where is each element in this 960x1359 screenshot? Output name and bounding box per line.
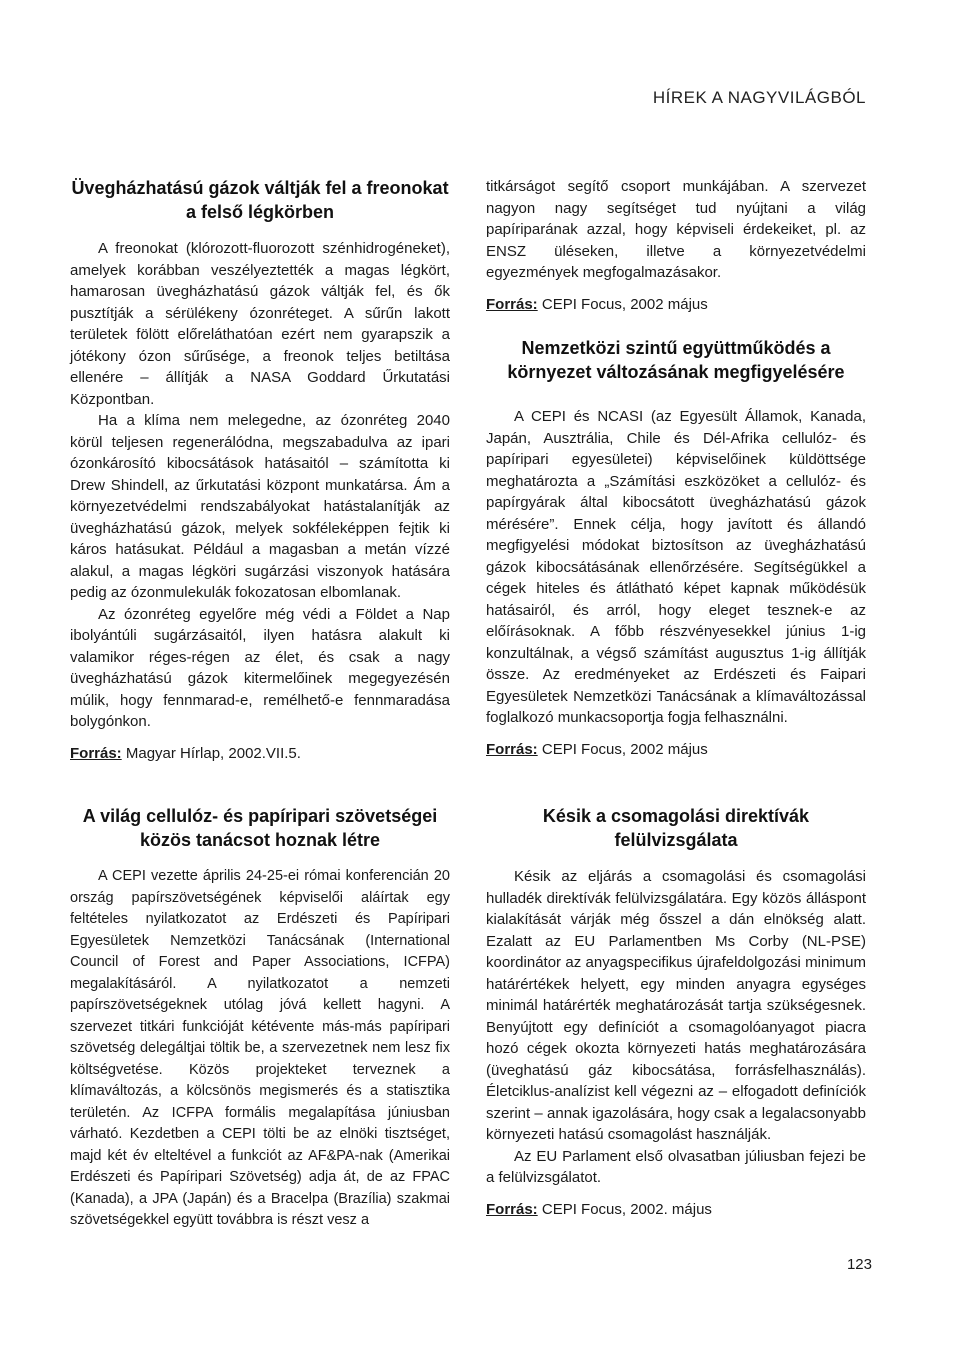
page-number: 123 bbox=[846, 1256, 872, 1273]
source-text: CEPI Focus, 2002. május bbox=[537, 1200, 712, 1218]
source-label: Forrás: bbox=[486, 1200, 538, 1218]
article-paragraph: titkárságot segítő csoport munkájában. A szervezet nagyon nagy segítséget tud nyújtani a világ papíriparának azzal, hogy képviseli érdekeiket, pl. az ENSZ üléseken, illetve a környezetvédelmi egyezmények megfogalmazásakor. bbox=[486, 178, 866, 281]
article-paragraph: A CEPI és NCASI (az Egyesült Államok, Kanada, Japán, Ausztrália, Chile és Dél-Afrika cellulóz- és papíripari egyesületei) képviselőinek küldöttsége meghatározta a „Számítási eszközöket a cellulóz- és papírgyárak által kibocsátott üvegházhatású gázok mérésére”. Ennek célja, hogy javított és állandó megfigyelési módokat biztosítson az üvegházhatású gázok kibocsátásának ellenőrzésére. Segítségükkel a cégek hiteles és átlátható képet kapnak működésük hatásairól, és arról, hogy eleget tesznek-e az előírásoknak. A főbb részvényesekkel június 1-ig konzultálnak, a végső számítást augusztus 1-ig állítják össze. Az eredményeket az Erdészeti és Faipari Egyesületek Nemzetközi Tanácsának a klímaváltozással foglalkozó munkacsoportja fogja felhasználni. bbox=[486, 408, 866, 726]
source-label: Forrás: bbox=[486, 295, 538, 313]
article-international-cooperation bbox=[486, 336, 866, 760]
section-header: HÍREK A NAGYVILÁGBÓL bbox=[652, 88, 866, 107]
article-icfpa-continuation bbox=[486, 176, 866, 315]
source-text: CEPI Focus, 2002 május bbox=[537, 295, 708, 313]
article-title: Üvegházhatású gázok váltják fel a freonokat a felső légkörben bbox=[71, 178, 449, 222]
article-source bbox=[70, 743, 450, 765]
article-paragraph: Ha a klíma nem melegedne, az ózonréteg 2040 körül teljesen regenerálódna, megszabadulva az ipari ózonkárosító kibocsátások hatásaitól – számította ki Drew Shindell, az űrkutatási központ munkatársa. Ám a környezetvédelmi rendszabályokat hatástalanítják az üvegházhatású gázok, melyek sokféleképpen fejtik ki káros hatásukat. Például a magasban a metán vízzé alakul, a magas légköri sugárzási viszonyok hatására pedig az ózonmulekulák fokozatosan elbomlanak. bbox=[70, 412, 450, 601]
article-title: A világ cellulóz- és papíripari szövetségei közös tanácsot hoznak létre bbox=[82, 806, 438, 850]
article-source bbox=[486, 1199, 866, 1221]
article-icfpa-council bbox=[70, 804, 450, 1232]
source-label: Forrás: bbox=[70, 744, 122, 762]
article-paragraph: Az ózonréteg egyelőre még védi a Földet a Nap ibolyántúli sugárzásaitól, ilyen hatásra alakult ki valamikor réges-régen az élet, és csak a nagy üvegházhatású gázok kitermelőinek megegyezésén múlik, hogy fennmarad-e, remélhető-e fennmaradása bolygónkon. bbox=[70, 605, 450, 730]
article-title: Késik a csomagolási direktívák felülvizsgálata bbox=[542, 806, 810, 850]
source-label: Forrás: bbox=[486, 740, 538, 758]
article-paragraph: A CEPI vezette április 24-25-ei római konferencián 20 ország papírszövetségének képviselői aláírtak egy feltételes nyilatkozatot az Erdészeti és Papíripari Egyesületek Nemzetközi Tanácsának (International Council of Forest and Paper Associations, ICFPA) megalakításáról. A nyilatkozatot a nemzeti papírszövetségeknek utólag jóvá kellett hagyni. A szervezet titkári funkcióját kétévente más-más papíripari szövetség delegáltjai töltik be, a szervezetnek nem lesz fix költségvetése. Közös projekteket terveznek a klímaváltozás, a kölcsönös megismerés és a statisztika területén. Az ICFPA formális megalapítása júniusban várható. Kezdetben a CEPI tölti be az elnöki tisztséget, majd két év elteltével a funkciót az AF&PA-nak (Amerikai Erdészeti és Papíripari Szövetség) adja át, de az FPAC (Kanada), a JPA (Japán) és a Bracelpa (Brazília) szakmai szövetségekkel együtt továbbra is részt vesz a bbox=[70, 868, 450, 1228]
article-greenhouse-gases bbox=[70, 176, 450, 764]
article-source bbox=[486, 739, 866, 761]
source-text: Magyar Hírlap, 2002.VII.5. bbox=[121, 744, 301, 762]
article-paragraph: Az EU Parlament első olvasatban júliusban fejezi be a felülvizsgálatot. bbox=[486, 1147, 866, 1186]
article-title: Nemzetközi szintű együttműködés a környezet változásának megfigyelésére bbox=[507, 338, 845, 382]
source-text: CEPI Focus, 2002 május bbox=[537, 740, 708, 758]
article-packaging-directive bbox=[486, 804, 866, 1220]
article-paragraph: Késik az eljárás a csomagolási és csomagolási hulladék direktívák felülvizsgálatára. Egy közös álláspont kialakítását várják még ősszel a dán elnökség alatt. Ezalatt az EU Parlamentben Ms Corby (NL-PSE) koordinátor az anyagspecifikus újrafeldolgozási minimum határértékek helyett, egy minden anyagra egységes minimál határérték meghatározását tartja szükségesnek. Benyújtott egy definíciót a csomagolóanyagot piacra hozó cégek okozta környezeti hatás meghatározására (üveghatású gáz kibocsátása, forrásfelhasználás). Életciklus-analízist kell végezni az – elfogadott definíciók szerint – annak igazolására, hogy csak a legalacsonyabb környezeti hatású csomagolást használják. bbox=[486, 868, 866, 1143]
article-paragraph: A freonokat (klórozott-fluorozott szénhidrogéneket), amelyek korábban veszélyeztették a magas légkört, hamarosan üvegházhatású gázok váltják fel, és ők pusztítják a sérülékeny ózonréteget. A sűrűn lakott területek fölött előreláthatóan ezért nem gyarapszik a jótékony ózon sűrűsége, a freonok teljes betiltása ellenére – állítják a NASA Goddard Űrkutatási Központban. bbox=[70, 240, 450, 408]
article-source bbox=[486, 294, 866, 316]
